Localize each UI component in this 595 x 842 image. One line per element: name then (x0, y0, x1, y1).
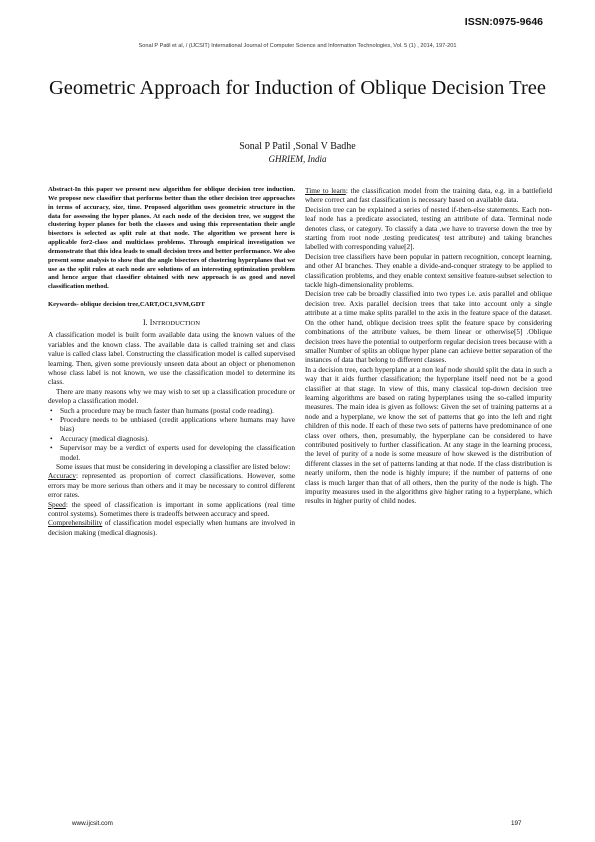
accuracy-text: : represented as proportion of correct classifications. However, some errors may be more serious than others and it may be necessary to control different error rates. (48, 471, 295, 500)
time-to-learn-term: Time to learn (305, 186, 346, 195)
reasons-list (48, 406, 295, 462)
journal-citation: Sonal P Patil et al, / (IJCSIT) International Journal of Computer Science and Information Technologies, Vol. 5 (1) , 2014, 197-201 (138, 43, 457, 49)
section-title-rest: NTRODUCTION (152, 319, 200, 327)
accuracy-term: Accuracy (48, 471, 76, 481)
body-paragraph-4: In a decision tree, each hyperplane at a non leaf node should split the data in such a way that it aids further classification; the hyperplane itself need not be a good classifier at that stage. In view of this, many classical top-down decision tree learning algorithms are based on rating hyperplanes using the so-called impurity measures. The main idea is given as follows: Given the set of training patterns at a node and a hyperplane, we know the set of patterns that go into the left and right children of this node. If each of these two sets of patterns have predominance of one class over others, then, presumably, the hyperplane can be considered to have contributed positively to further classification. At any stage in the learning process, the level of purity of a node is some measure of how skewed is the distribution of different classes in the set of patterns landing at that node. If the class distribution is nearly uniform, then the node is highly impure; if the number of patterns of one class is much larger than that of all others, then the purity of the node is high. The impurity measures used in the algorithms give higher rating to a hyperplane, which results in higher purity of child nodes. (305, 364, 552, 506)
list-item: • Supervisor may be a verdict of experts used for developing the classification model. (58, 443, 295, 462)
time-to-learn-text: : the classification model from the training data, e.g. in a battlefield where correct and fast classification is necessary based on available data. (305, 186, 552, 205)
authors: Sonal P Patil ,Sonal V Badhe (239, 141, 356, 152)
paper-title: Geometric Approach for Induction of Oblique Decision Tree (48, 77, 546, 99)
issn: ISSN:0975-9646 (464, 16, 543, 28)
list-item: • Accuracy (medical diagnosis). (58, 434, 295, 443)
comprehensibility-text: of classification model especially when humans are involved in decision making (medical diagnosis). (48, 518, 295, 537)
comprehensibility-term: Comprehensibility (48, 518, 103, 528)
speed-paragraph (48, 500, 295, 519)
list-item: • Such a procedure may be much faster than humans (postal code reading). (58, 406, 295, 415)
section-heading (48, 318, 295, 328)
intro-paragraph-3: Some issues that must be considering in developing a classifier are listed below: (56, 462, 291, 472)
speed-term: Speed (48, 499, 66, 509)
speed-text: : the speed of classification is important in some applications (real time control systems). Sometimes there is tradeoffs between accuracy and speed. (48, 499, 295, 519)
abstract: Abstract-In this paper we present new algorithm for oblique decision tree induction. We propose new classifier that performs better than the other decision tree approaches in terms of accuracy, size, time. Proposed algorithm uses geometric structure in the data for assessing the hyper planes. At each node of the decision tree, we suggest the clustering hyper planes for both the classes and using this representation their angle bisectors is selected as split rule at that node. The algorithm we present here is applicable for2-class and multiclass problems. Through empirical investigation we demonstrate that this idea leads to small decision trees and better performance. We also present some analysis to show that the angle bisectors of clustering hyperplanes that we use as the split rules at each node are solutions of an interesting optimization problem and hence argue that classifier obtained with new approach is as good and novel classification method. (48, 186, 295, 291)
body-paragraph-1: Decision tree can be explained a series of nested if-then-else statements. Each non-leaf node has a predicate associated, testing an attribute of data. Terminal node denotes class, or category. To classify a data ,we have to traverse down the tree by starting from root node ,testing predicates( test attribute) and taking branches labelled with corresponding value[2]. (305, 204, 552, 252)
keywords: Keywords- oblique decision tree,CART,OC1,SVM,GDT (48, 301, 205, 309)
list-item: • Procedure needs to be unbiased (credit applications where humans may have bias) (58, 415, 295, 434)
body-paragraph-3: Decision tree cab be broadly classified into two types i.e. axis parallel and oblique decision tree. Axis parallel decision trees that take into account only a single attribute at a time make splits parallel to the axis in the feature space of the dataset. On the other hand, oblique decision trees split the feature space by considering combinations of the attribute values, be them linear or otherwise[5] .Oblique decision trees have the potential to outperform regular decision trees because with a smaller Number of splits an oblique hyper plane can achieve better separation of the instances of data that belong to different classes. (305, 289, 552, 365)
comprehensibility-paragraph (48, 518, 295, 537)
left-column (48, 186, 295, 537)
right-column (305, 186, 552, 506)
intro-paragraph-1: A classification model is built form available data using the known values of the variables and the known class. The available data is called training set and class value is called class label. Constructing the classification model is called supervised learning. Then, given some previously unseen data about an object or phenomenon whose class label is not known, we use the classification model to determine its class. (48, 330, 295, 387)
body-paragraph-2: Decision tree classifiers have been popular in pattern recognition, concept learning, and other AI branches. They enable a divide-and-conquer strategy to be applied to classification problems, and they enable context sensitive feature-subset selection to tackle high-dimensionality problems. (305, 251, 552, 290)
page-number: 197 (511, 820, 522, 827)
section-title-initial: I (149, 317, 153, 327)
intro-paragraph-2: There are many reasons why we may wish to set up a classification procedure or develop a classification model. (48, 386, 295, 406)
time-to-learn-paragraph (305, 186, 552, 205)
section-number: I. (143, 317, 148, 327)
affiliation: GHRIEM, India (268, 154, 327, 164)
footer-website: www.ijcsit.com (72, 820, 113, 827)
accuracy-paragraph (48, 471, 295, 499)
